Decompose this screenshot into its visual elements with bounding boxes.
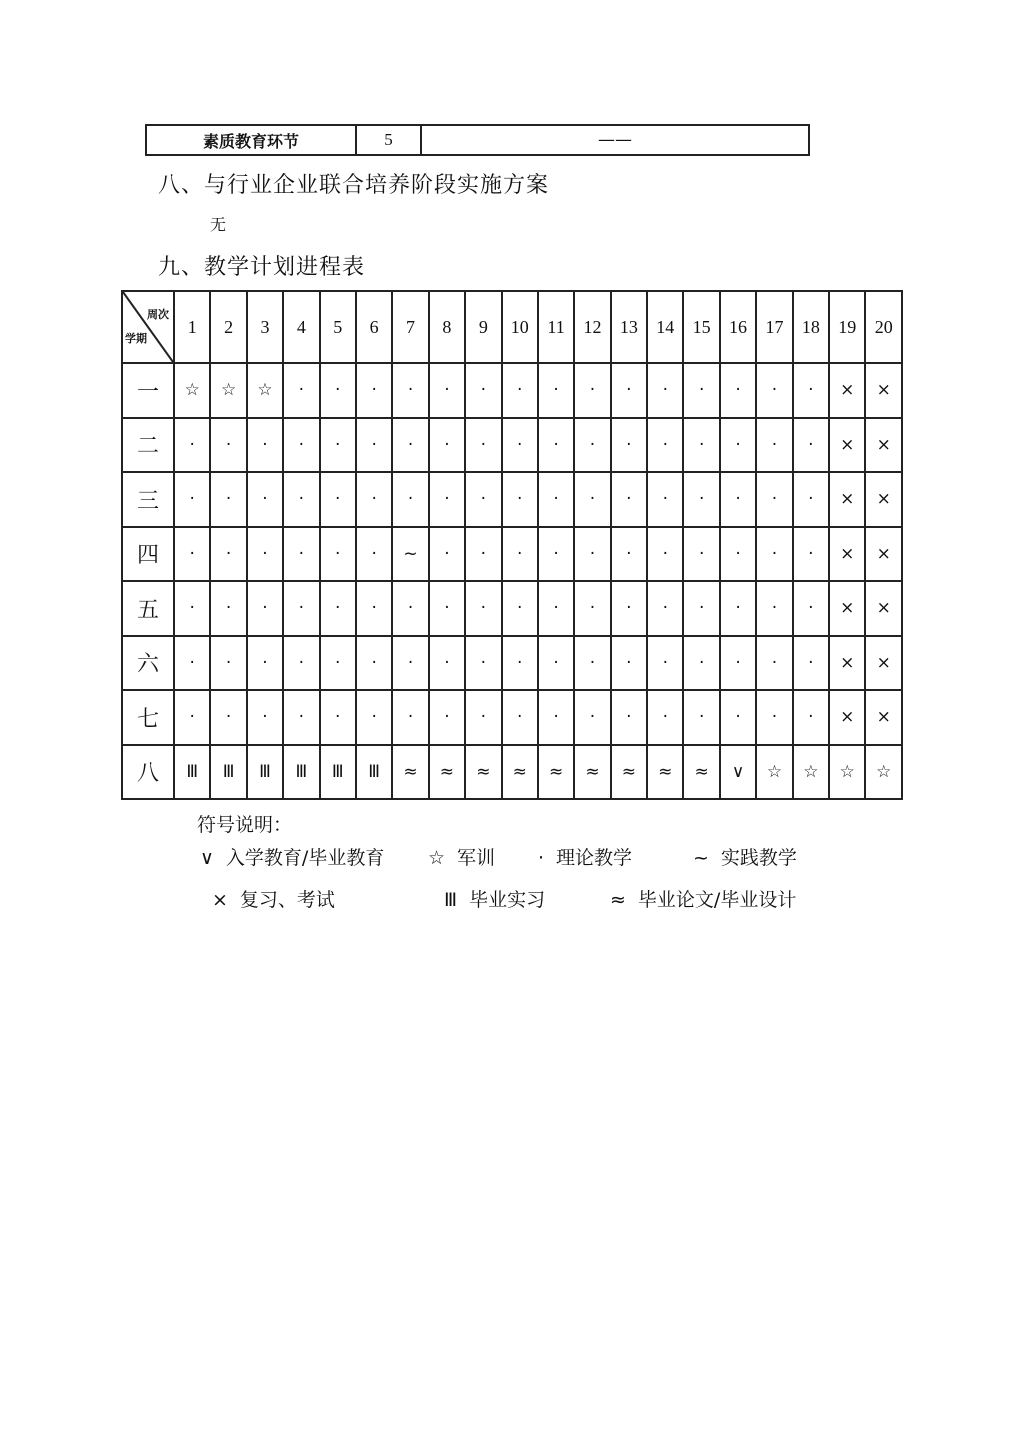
schedule-cell: ·: [465, 690, 501, 745]
schedule-cell: ×: [829, 581, 865, 636]
schedule-cell: ·: [502, 581, 538, 636]
schedule-cell: ×: [829, 636, 865, 691]
schedule-cell: ×: [829, 690, 865, 745]
schedule-cell: ≈: [647, 745, 683, 800]
week-header-1: 1: [174, 291, 210, 363]
legend-item: [610, 885, 796, 912]
schedule-cell: ≈: [392, 745, 428, 800]
schedule-cell: ·: [611, 418, 647, 473]
schedule-cell: ·: [320, 581, 356, 636]
schedule-cell: ·: [320, 690, 356, 745]
schedule-cell: ·: [683, 527, 719, 582]
schedule-cell: ·: [502, 418, 538, 473]
schedule-cell: ·: [429, 636, 465, 691]
legend-symbol: ☆: [428, 847, 446, 869]
row-value: 5: [356, 125, 421, 155]
schedule-cell: ·: [210, 418, 246, 473]
schedule-cell: ~: [392, 527, 428, 582]
schedule-cell: ·: [210, 472, 246, 527]
schedule-cell: ·: [465, 472, 501, 527]
schedule-cell: ·: [356, 636, 392, 691]
week-header-10: 10: [502, 291, 538, 363]
legend-text: 理论教学: [556, 847, 633, 869]
schedule-cell: ·: [429, 690, 465, 745]
week-header-4: 4: [283, 291, 319, 363]
schedule-cell: ·: [429, 363, 465, 418]
term-label: 四: [122, 527, 174, 582]
schedule-cell: ·: [647, 636, 683, 691]
schedule-cell: ·: [574, 472, 610, 527]
week-header-20: 20: [865, 291, 902, 363]
schedule-cell: ·: [683, 472, 719, 527]
schedule-cell: ·: [210, 636, 246, 691]
schedule-cell: ·: [320, 418, 356, 473]
schedule-cell: ·: [538, 636, 574, 691]
week-header-6: 6: [356, 291, 392, 363]
schedule-cell: Ⅲ: [247, 745, 283, 800]
schedule-cell: ·: [647, 418, 683, 473]
schedule-cell: ·: [574, 418, 610, 473]
schedule-cell: ·: [502, 472, 538, 527]
schedule-cell: ·: [392, 636, 428, 691]
schedule-cell: ☆: [210, 363, 246, 418]
legend-text: 毕业论文/毕业设计: [637, 889, 797, 911]
schedule-cell: ·: [392, 472, 428, 527]
schedule-cell: ·: [611, 527, 647, 582]
schedule-cell: ·: [210, 527, 246, 582]
schedule-cell: ·: [320, 636, 356, 691]
week-header-13: 13: [611, 291, 647, 363]
schedule-cell: ·: [502, 636, 538, 691]
schedule-cell: ·: [683, 418, 719, 473]
schedule-cell: ≈: [574, 745, 610, 800]
schedule-cell: ·: [756, 527, 792, 582]
corner-diagonal-line: [123, 292, 173, 362]
schedule-cell: ≈: [465, 745, 501, 800]
schedule-cell: ·: [502, 363, 538, 418]
schedule-cell: ·: [611, 690, 647, 745]
term-label: 五: [122, 581, 174, 636]
table-row: [146, 125, 809, 155]
schedule-cell: ·: [392, 581, 428, 636]
table-row: [122, 418, 902, 473]
schedule-cell: ·: [356, 690, 392, 745]
corner-week-label: 周次: [147, 308, 169, 321]
schedule-cell: ·: [647, 363, 683, 418]
schedule-cell: ·: [247, 472, 283, 527]
week-header-9: 9: [465, 291, 501, 363]
section-8-heading: 八、与行业企业联合培养阶段实施方案: [158, 173, 550, 198]
schedule-cell: ·: [574, 363, 610, 418]
schedule-cell: Ⅲ: [174, 745, 210, 800]
schedule-cell: ·: [465, 527, 501, 582]
schedule-cell: ·: [283, 472, 319, 527]
schedule-cell: ☆: [756, 745, 792, 800]
schedule-cell: ·: [356, 527, 392, 582]
corner-term-label: 学期: [125, 332, 147, 345]
schedule-cell: ·: [465, 418, 501, 473]
legend-item: [693, 843, 797, 870]
schedule-cell: ×: [829, 472, 865, 527]
term-label: 六: [122, 636, 174, 691]
week-header-14: 14: [647, 291, 683, 363]
schedule-cell: ·: [720, 363, 756, 418]
schedule-cell: ·: [356, 418, 392, 473]
schedule-cell: ·: [538, 363, 574, 418]
schedule-cell: ·: [720, 527, 756, 582]
schedule-cell: ≈: [429, 745, 465, 800]
table-row: [122, 472, 902, 527]
schedule-cell: ·: [429, 472, 465, 527]
legend-symbol: ·: [538, 847, 545, 869]
schedule-cell: ·: [538, 690, 574, 745]
table-row: [122, 581, 902, 636]
schedule-cell: ·: [756, 636, 792, 691]
schedule-cell: ☆: [793, 745, 829, 800]
schedule-cell: ·: [320, 472, 356, 527]
week-header-16: 16: [720, 291, 756, 363]
schedule-cell: ≈: [502, 745, 538, 800]
schedule-cell: ·: [210, 581, 246, 636]
schedule-cell: ∨: [720, 745, 756, 800]
section-9-heading: 九、教学计划进程表: [158, 255, 366, 280]
legend-item: [538, 843, 632, 870]
schedule-cell: ·: [283, 690, 319, 745]
term-label: 二: [122, 418, 174, 473]
schedule-cell: ·: [283, 636, 319, 691]
schedule-cell: ·: [392, 418, 428, 473]
schedule-cell: ·: [174, 581, 210, 636]
schedule-cell: ·: [538, 581, 574, 636]
schedule-cell: ☆: [829, 745, 865, 800]
schedule-cell: ·: [174, 418, 210, 473]
schedule-cell: ·: [720, 581, 756, 636]
week-header-15: 15: [683, 291, 719, 363]
schedule-cell: ×: [865, 636, 902, 691]
schedule-cell: ·: [756, 581, 792, 636]
term-label: 七: [122, 690, 174, 745]
teaching-schedule-table: [121, 290, 903, 800]
schedule-cell: ·: [174, 690, 210, 745]
schedule-cell: ·: [320, 363, 356, 418]
schedule-cell: ·: [392, 690, 428, 745]
legend-symbol: Ⅲ: [444, 889, 458, 911]
schedule-cell: ·: [683, 690, 719, 745]
schedule-cell: Ⅲ: [320, 745, 356, 800]
schedule-cell: ·: [574, 527, 610, 582]
schedule-cell: ·: [392, 363, 428, 418]
legend-text: 复习、考试: [239, 889, 335, 911]
legend-symbol: ~: [693, 847, 709, 869]
schedule-cell: ·: [793, 690, 829, 745]
schedule-cell: ·: [283, 363, 319, 418]
schedule-cell: Ⅲ: [210, 745, 246, 800]
table-row: [122, 527, 902, 582]
schedule-cell: ☆: [174, 363, 210, 418]
schedule-cell: ·: [756, 472, 792, 527]
schedule-cell: ·: [647, 527, 683, 582]
schedule-cell: ·: [320, 527, 356, 582]
legend-item: [444, 885, 545, 912]
legend-title: 符号说明：: [197, 814, 293, 836]
schedule-cell: ·: [574, 690, 610, 745]
schedule-cell: ·: [720, 472, 756, 527]
legend-item: [212, 885, 335, 912]
schedule-cell: ·: [793, 581, 829, 636]
schedule-cell: ·: [174, 636, 210, 691]
schedule-cell: ·: [647, 472, 683, 527]
schedule-cell: ·: [283, 527, 319, 582]
schedule-cell: ·: [611, 581, 647, 636]
schedule-cell: ·: [247, 581, 283, 636]
week-header-8: 8: [429, 291, 465, 363]
schedule-cell: ×: [865, 527, 902, 582]
schedule-cell: ·: [502, 527, 538, 582]
schedule-cell: ·: [683, 636, 719, 691]
schedule-cell: ≈: [538, 745, 574, 800]
schedule-cell: ≈: [611, 745, 647, 800]
schedule-cell: ·: [538, 418, 574, 473]
schedule-cell: ·: [538, 527, 574, 582]
legend-symbol: ≈: [610, 889, 626, 911]
schedule-cell: ·: [720, 636, 756, 691]
schedule-cell: ·: [283, 418, 319, 473]
schedule-cell: ·: [611, 636, 647, 691]
schedule-cell: ×: [829, 363, 865, 418]
schedule-cell: ·: [210, 690, 246, 745]
week-header-2: 2: [210, 291, 246, 363]
week-header-11: 11: [538, 291, 574, 363]
schedule-cell: ☆: [865, 745, 902, 800]
schedule-cell: ×: [865, 690, 902, 745]
schedule-cell: ·: [756, 418, 792, 473]
schedule-cell: ·: [647, 581, 683, 636]
schedule-cell: ×: [865, 363, 902, 418]
schedule-cell: ·: [756, 690, 792, 745]
row-note: ——: [421, 125, 809, 155]
schedule-cell: ·: [356, 581, 392, 636]
legend-text: 毕业实习: [469, 889, 546, 911]
term-label: 八: [122, 745, 174, 800]
legend-item: [200, 843, 384, 870]
week-header-19: 19: [829, 291, 865, 363]
schedule-cell: ·: [793, 472, 829, 527]
schedule-cell: ☆: [247, 363, 283, 418]
schedule-cell: ·: [247, 527, 283, 582]
schedule-cell: ·: [465, 636, 501, 691]
week-header-5: 5: [320, 291, 356, 363]
legend-text: 实践教学: [720, 847, 797, 869]
schedule-cell: ·: [429, 527, 465, 582]
schedule-cell: ·: [756, 363, 792, 418]
corner-header-cell: [122, 291, 174, 363]
week-header-17: 17: [756, 291, 792, 363]
schedule-cell: ·: [647, 690, 683, 745]
schedule-cell: Ⅲ: [356, 745, 392, 800]
week-header-3: 3: [247, 291, 283, 363]
schedule-cell: ·: [247, 418, 283, 473]
schedule-cell: ·: [174, 472, 210, 527]
schedule-cell: ·: [429, 581, 465, 636]
table-row: [122, 363, 902, 418]
schedule-cell: ·: [683, 581, 719, 636]
section-8-body: 无: [210, 215, 227, 234]
schedule-cell: ·: [574, 636, 610, 691]
week-header-7: 7: [392, 291, 428, 363]
term-label: 三: [122, 472, 174, 527]
schedule-cell: ·: [429, 418, 465, 473]
schedule-cell: ·: [793, 418, 829, 473]
schedule-cell: ·: [793, 363, 829, 418]
schedule-cell: ·: [356, 363, 392, 418]
week-header-12: 12: [574, 291, 610, 363]
legend-symbol: ×: [212, 889, 228, 911]
table-row: [122, 636, 902, 691]
legend-symbol: ∨: [200, 847, 214, 869]
schedule-cell: ×: [829, 418, 865, 473]
term-label: 一: [122, 363, 174, 418]
schedule-cell: ×: [865, 581, 902, 636]
schedule-cell: ·: [538, 472, 574, 527]
schedule-cell: ·: [283, 581, 319, 636]
schedule-cell: ·: [793, 636, 829, 691]
schedule-cell: Ⅲ: [283, 745, 319, 800]
schedule-cell: ·: [247, 690, 283, 745]
legend-item: [428, 843, 495, 870]
schedule-cell: ·: [574, 581, 610, 636]
schedule-cell: ·: [502, 690, 538, 745]
schedule-cell: ·: [720, 690, 756, 745]
legend-text: 入学教育/毕业教育: [225, 847, 385, 869]
schedule-cell: ≈: [683, 745, 719, 800]
schedule-cell: ·: [247, 636, 283, 691]
quality-education-row-table: [145, 124, 810, 156]
schedule-cell: ·: [720, 418, 756, 473]
schedule-cell: ·: [174, 527, 210, 582]
schedule-cell: ·: [465, 363, 501, 418]
schedule-cell: ·: [356, 472, 392, 527]
schedule-cell: ·: [611, 363, 647, 418]
schedule-cell: ×: [829, 527, 865, 582]
week-header-row: [122, 291, 902, 363]
schedule-cell: ·: [465, 581, 501, 636]
legend-text: 军训: [457, 847, 496, 869]
week-header-18: 18: [793, 291, 829, 363]
table-row: [122, 690, 902, 745]
schedule-cell: ×: [865, 418, 902, 473]
schedule-cell: ·: [611, 472, 647, 527]
schedule-cell: ×: [865, 472, 902, 527]
table-row: [122, 745, 902, 800]
schedule-cell: ·: [793, 527, 829, 582]
schedule-cell: ·: [683, 363, 719, 418]
row-label: 素质教育环节: [146, 125, 356, 155]
